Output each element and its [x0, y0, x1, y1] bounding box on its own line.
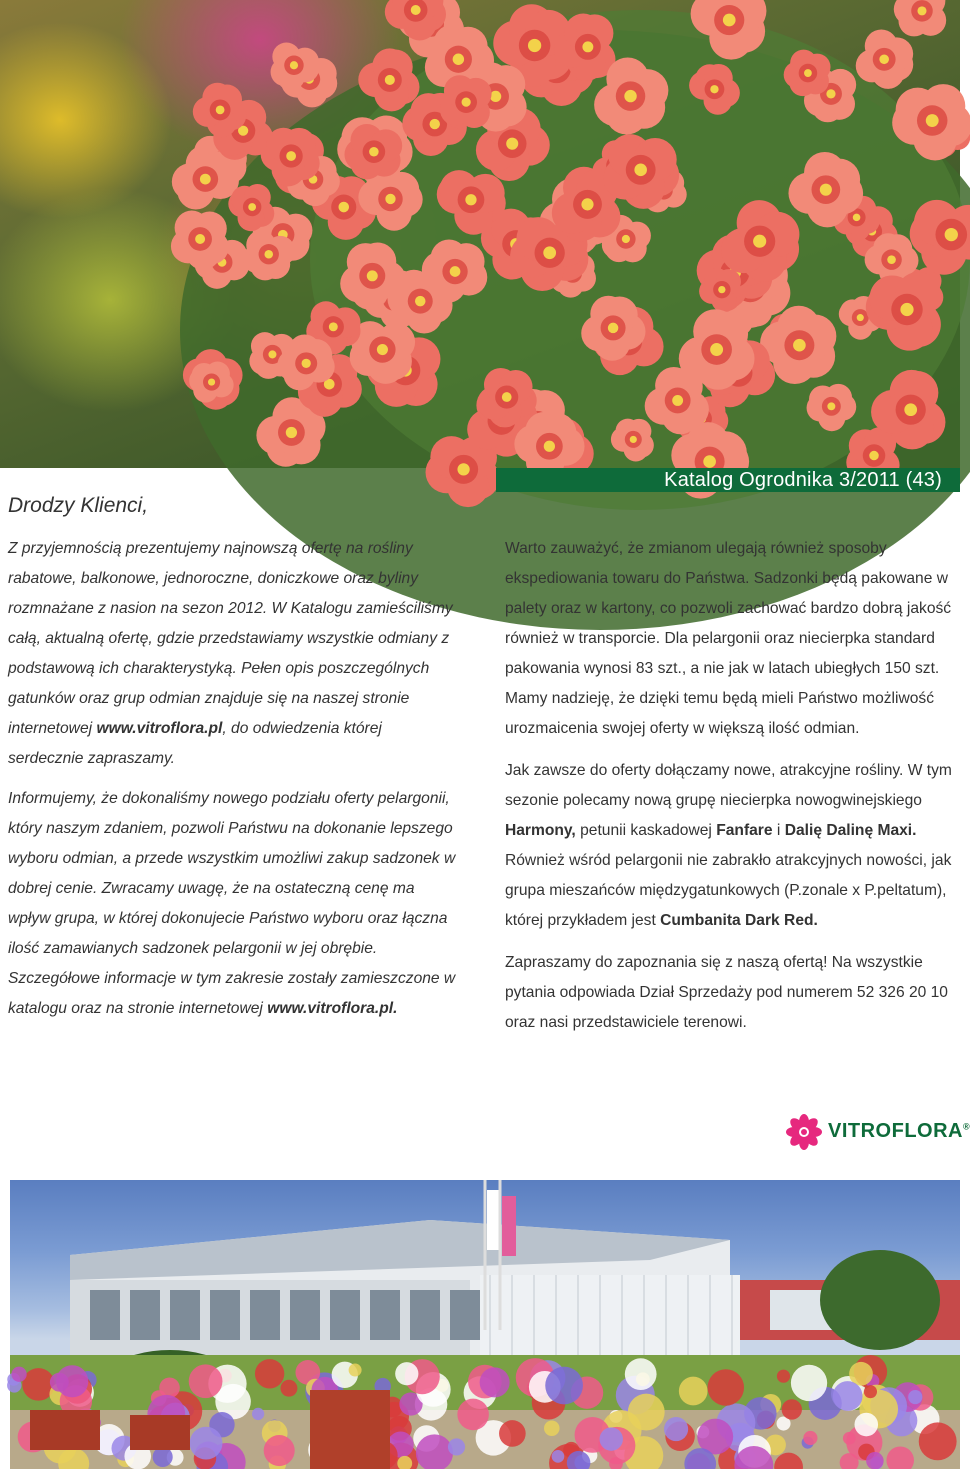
greeting-heading: Drodzy Klienci, — [8, 494, 149, 517]
novelties-text-2: petunii kaskadowej — [580, 822, 712, 839]
variety-dalina-maxi: Dalię Dalinę Maxi. — [784, 822, 917, 839]
variety-harmony: Harmony, — [505, 822, 576, 839]
intro-text-end: , do odwiedzenia której serdecznie zapraszamy. — [8, 720, 382, 767]
catalog-title-bar — [496, 468, 960, 492]
petunia-flower — [171, 211, 229, 270]
variety-cumbanita: Cumbanita Dark Red. — [660, 912, 818, 929]
vitroflora-logo — [784, 1112, 970, 1152]
petunia-flowers-illustration — [0, 0, 960, 468]
pelargonium-text: Informujemy, że dokonaliśmy nowego podziału oferty pelargonii, który naszym zdaniem, pozwoli Państwu na dokonanie lepszego wyboru odmian, a przede wszystkim umożliwi zakup sadzonek w dobrej cenie. Zwracamy uwagę, że na ostateczną cenę ma wpływ grupa, w której dokonujecie Państwo wyboru oraz łączna ilość zamawianych sadzonek pelargonii w jej obrębie. Szczegółowe informacje w tym zakresie zostały zamieszczone w katalogu oraz na stronie internetowej — [8, 790, 456, 1017]
registered-mark: ® — [963, 1121, 970, 1132]
pelargonium-paragraph — [8, 784, 460, 1024]
novelties-paragraph — [505, 756, 957, 936]
novelties-text-4: Również wśród pelargonii nie zabrakło atrakcyjnych nowości, jak grupa mieszańców międzygatunkowych (P.zonale x P.peltatum), której przykładem jest — [505, 852, 952, 929]
petunia-flower — [440, 75, 492, 128]
hero-flower-photo — [0, 0, 960, 468]
website-link[interactable]: www.vitroflora.pl — [96, 720, 223, 737]
petunia-flower — [894, 0, 946, 36]
website-link-2[interactable]: www.vitroflora.pl. — [267, 1000, 398, 1017]
greenhouse-photo — [10, 1180, 960, 1469]
contact-paragraph: Zapraszamy do zapoznania się z naszą ofertą! Na wszystkie pytania odpowiada Dział Sprzedaży pod numerem 52 326 20 10 oraz nasi przedstawiciele terenowi. — [505, 954, 948, 1031]
petunia-flower — [856, 29, 914, 88]
novelties-text: Jak zawsze do oferty dołączamy nowe, atrakcyjne rośliny. W tym sezonie polecamy nową grupę niecierpka nowogwinejskiego — [505, 762, 952, 809]
catalog-title: Katalog Ogrodnika 3/2011 (43) — [664, 469, 942, 491]
left-text-column — [8, 534, 460, 1024]
novelties-text-3: i — [776, 822, 781, 839]
logo-wordmark: VITROFLORA — [828, 1120, 963, 1142]
intro-text: Z przyjemnością prezentujemy najnowszą ofertę na rośliny rabatowe, balkonowe, jednoroczne, doniczkowe oraz byliny rozmnażane z nasion na sezon 2012. W Katalogu zamieściliśmy całą, aktualną ofertę, gdzie przedstawiamy wszystkie odmiany z podstawową ich charakterystyką. Pełen opis poszczególnych gatunków oraz grup odmian znajduje się na naszej stronie internetowej — [8, 540, 453, 737]
variety-fanfare: Fanfare — [716, 822, 773, 839]
right-text-column — [505, 534, 957, 1038]
greenhouse-garden-illustration — [10, 1180, 960, 1469]
petunia-flower — [344, 124, 402, 179]
intro-paragraph — [8, 534, 460, 774]
flower-logo-icon — [784, 1112, 826, 1152]
shipping-paragraph: Warto zauważyć, że zmianom ulegają również sposoby ekspediowania towaru do Państwa. Sadzonki będą pakowane w palety oraz w kartony, co pozwoli zachować bardzo dobrą jakość również w transporcie. Dla pelargonii oraz niecierpka standard pakowania wynosi 83 szt., a nie jak w latach ubiegłych 150 szt. Mamy nadzieję, że dzięki temu będą mieli Państwo możliwość urozmaicenia swojej oferty w większą ilość odmian. — [505, 540, 952, 737]
